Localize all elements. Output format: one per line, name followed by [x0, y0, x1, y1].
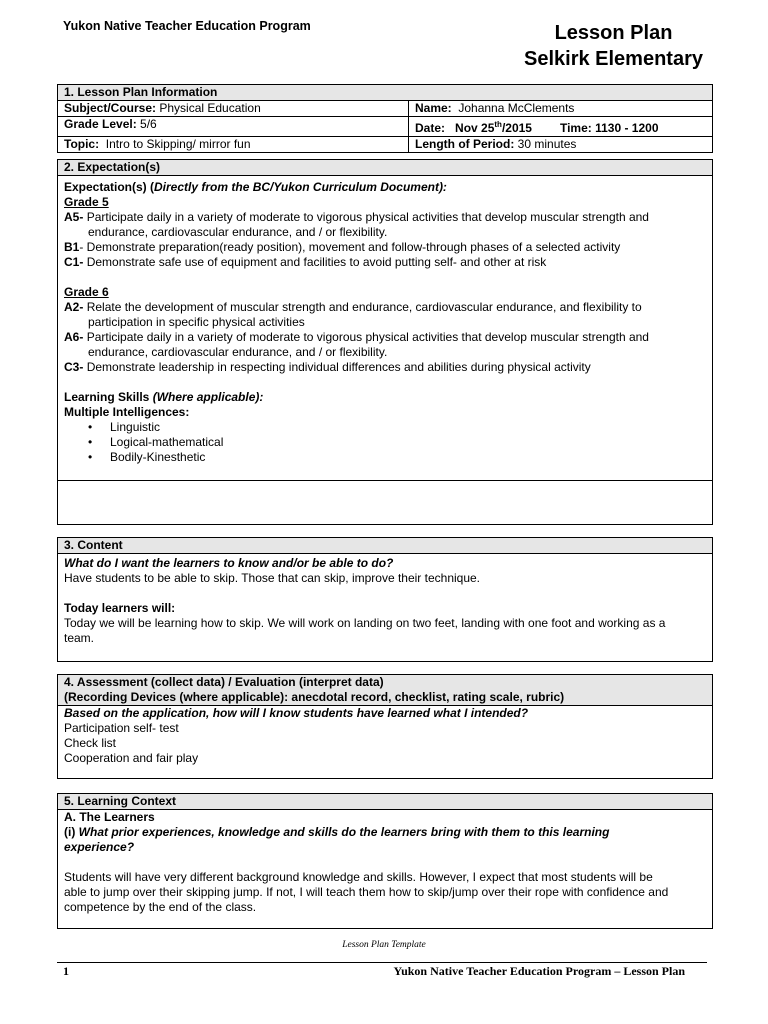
- assessment-item: Check list: [64, 736, 117, 750]
- grade-label: Grade Level:: [64, 117, 137, 131]
- grade-value: 5/6: [140, 117, 157, 131]
- q-text: What prior experiences, knowledge and skills do the learners bring with them to this learning: [78, 825, 610, 839]
- expectation-a5: [64, 210, 706, 225]
- page-number: 1: [63, 964, 69, 978]
- a2-code: A2-: [64, 300, 84, 314]
- divider: [58, 480, 712, 481]
- title-line-1: Lesson Plan: [554, 22, 673, 44]
- assessment-item: Cooperation and fair play: [64, 751, 199, 765]
- section-4-heading-line1: 4. Assessment (collect data) / Evaluation (interpret data): [64, 675, 384, 689]
- expectations-body: [58, 176, 712, 465]
- intro-a: Expectation(s) (: [64, 180, 155, 194]
- learners-paragraph-line: competence by the end of the class.: [64, 900, 257, 914]
- list-item: [64, 435, 706, 450]
- expectation-a6-cont: endurance, cardiovascular endurance, and / or flexibility.: [88, 345, 388, 359]
- bullet-text: Logical-mathematical: [110, 435, 224, 449]
- section-4-heading: [58, 675, 712, 706]
- date-year: /2015: [501, 121, 532, 135]
- content-body: [58, 554, 712, 646]
- ls-a: Learning Skills: [64, 390, 153, 404]
- expectation-c3: [64, 360, 706, 375]
- info-row: [58, 137, 712, 152]
- grade-cell: [58, 117, 409, 136]
- learners-question-cont: experience?: [64, 840, 135, 854]
- content-question: What do I want the learners to know and/or be able to do?: [64, 556, 394, 570]
- section-3-heading: 3. Content: [58, 538, 712, 554]
- grade-5-heading: Grade 5: [64, 195, 109, 209]
- expectation-b1: [64, 240, 706, 255]
- list-item: [64, 450, 706, 465]
- c1-code: C1-: [64, 255, 84, 269]
- length-cell: [409, 137, 712, 152]
- subject-value: Physical Education: [159, 101, 261, 115]
- expectation-a5-cont: endurance, cardiovascular endurance, and / or flexibility.: [88, 225, 388, 239]
- topic-value: Intro to Skipping/ mirror fun: [105, 137, 251, 151]
- grade-6-heading: Grade 6: [64, 285, 109, 299]
- length-value: 30 minutes: [517, 137, 577, 151]
- time-value: Time: 1130 - 1200: [559, 121, 659, 135]
- b1-code: B1: [64, 240, 80, 254]
- learners-question: [64, 825, 706, 840]
- name-label: Name:: [415, 101, 452, 115]
- learners-paragraph-line: Students will have very different background knowledge and skills. However, I expect that most students will be: [64, 870, 653, 884]
- expectation-intro: [64, 180, 706, 195]
- learning-skills-label: [64, 390, 706, 405]
- expectation-a2: [64, 300, 706, 315]
- q-prefix: (i): [64, 825, 79, 839]
- bullet-icon: •: [88, 450, 93, 464]
- assessment-item: Participation self- test: [64, 721, 179, 735]
- expectation-a2-cont: participation in specific physical activities: [88, 315, 305, 329]
- name-cell: [409, 101, 712, 116]
- b1-text: - Demonstrate preparation(ready position), movement and follow-through phases of a selected activity: [79, 240, 621, 254]
- c1-text: Demonstrate safe use of equipment and facilities to avoid putting self- and other at risk: [86, 255, 547, 269]
- subject-cell: [58, 101, 409, 116]
- page-title: [524, 20, 703, 72]
- today-text-cont: team.: [64, 631, 95, 645]
- topic-label: Topic:: [64, 137, 100, 151]
- assessment-body: [58, 706, 712, 766]
- c3-text: Demonstrate leadership in respecting individual differences and abilities during physical activity: [86, 360, 591, 374]
- today-label: Today learners will:: [64, 601, 176, 615]
- info-row: [58, 117, 712, 137]
- subject-label: Subject/Course:: [64, 101, 157, 115]
- a5-text: Participate daily in a variety of moderate to vigorous physical activities that develop muscular strength and: [86, 210, 649, 224]
- expectations-section: [57, 159, 713, 525]
- bullet-icon: •: [88, 435, 93, 449]
- section-1-heading: 1. Lesson Plan Information: [58, 85, 712, 101]
- a2-text: Relate the development of muscular strength and endurance, cardiovascular endurance, and flexibility to: [86, 300, 642, 314]
- template-note: Lesson Plan Template: [342, 940, 426, 950]
- info-row: [58, 101, 712, 117]
- date-cell: [409, 117, 712, 136]
- bullet-text: Bodily-Kinesthetic: [110, 450, 206, 464]
- footer-divider: [57, 962, 707, 963]
- title-line-2: Selkirk Elementary: [524, 48, 703, 70]
- list-item: [64, 420, 706, 435]
- date-value: Nov 25: [455, 121, 495, 135]
- a5-code: A5-: [64, 210, 84, 224]
- today-text: Today we will be learning how to skip. We will work on landing on two feet, landing with one foot and working as a: [64, 616, 666, 630]
- name-value: Johanna McClements: [458, 101, 575, 115]
- section-2-heading: 2. Expectation(s): [58, 160, 712, 176]
- bullet-icon: •: [88, 420, 93, 434]
- section-5-heading: 5. Learning Context: [58, 794, 712, 810]
- date-sup: th: [494, 120, 502, 129]
- intro-b: Directly from the BC/Yukon Curriculum Document):: [154, 180, 447, 194]
- section-4-heading-line2: (Recording Devices (where applicable): anecdotal record, checklist, rating scale, rubric): [64, 690, 565, 704]
- topic-cell: [58, 137, 409, 152]
- content-section: [57, 537, 713, 662]
- bullet-text: Linguistic: [110, 420, 161, 434]
- learning-context-body: [58, 810, 712, 915]
- learning-context-section: [57, 793, 713, 929]
- lesson-plan-info-section: [57, 84, 713, 153]
- a6-code: A6-: [64, 330, 84, 344]
- a6-text: Participate daily in a variety of moderate to vigorous physical activities that develop muscular strength and: [86, 330, 649, 344]
- date-label: Date:: [415, 121, 446, 135]
- multiple-intelligences-label: Multiple Intelligences:: [64, 405, 190, 419]
- assessment-question: Based on the application, how will I know students have learned what I intended?: [64, 706, 529, 720]
- assessment-section: [57, 674, 713, 779]
- expectation-c1: [64, 255, 706, 270]
- org-name: Yukon Native Teacher Education Program: [63, 19, 311, 33]
- learners-paragraph-line: able to jump over their skipping jump. If not, I will teach them how to skip/jump over their rope with confidence and: [64, 885, 669, 899]
- length-label: Length of Period:: [415, 137, 515, 151]
- c3-code: C3-: [64, 360, 84, 374]
- expectation-a6: [64, 330, 706, 345]
- learners-subheading: A. The Learners: [64, 810, 155, 824]
- footer-title: Yukon Native Teacher Education Program – Lesson Plan: [393, 964, 685, 978]
- ls-b: (Where applicable):: [152, 390, 264, 404]
- content-answer: Have students to be able to skip. Those that can skip, improve their technique.: [64, 571, 481, 585]
